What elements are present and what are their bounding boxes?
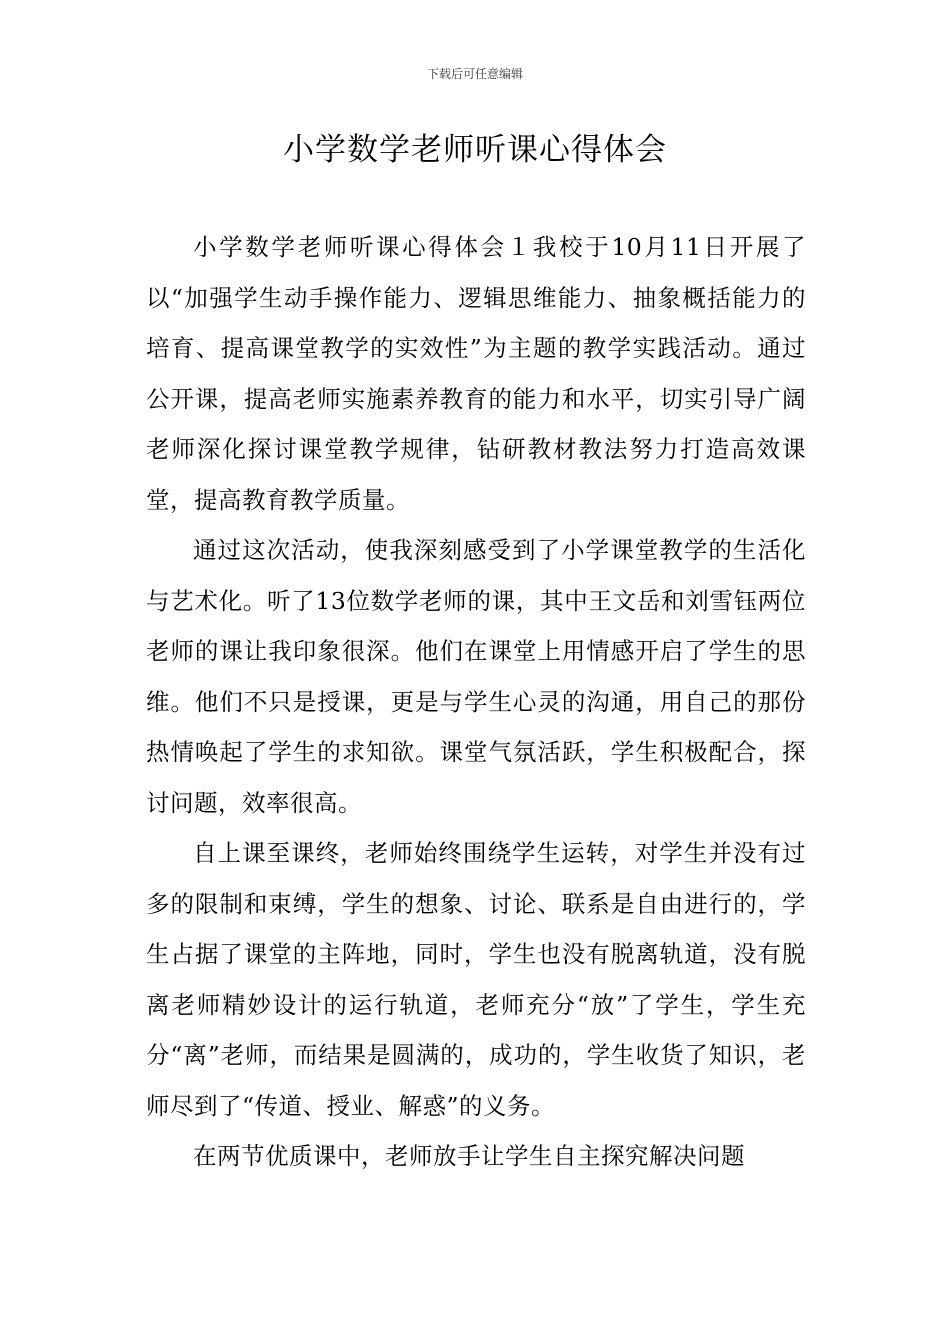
paragraph-2: 通过这次活动，使我深刻感受到了小学课堂教学的生活化与艺术化。听了13位数学老师的课，其中王文岳和刘雪钰两位老师的课让我印象很深。他们在课堂上用情感开启了学生的思维。他们不只是授课，更是与学生心灵的沟通，用自己的那份热情唤起了学生的求知欲。课堂气氛活跃，学生积极配合，探讨问题，效率很高。: [146, 536, 806, 817]
header-note: 下载后可任意编辑: [426, 67, 523, 81]
paragraph-1: 小学数学老师听课心得体会１我校于10月11日开展了以“加强学生动手操作能力、逻辑思维能力、抽象概括能力的培育、提高课堂教学的实效性”为主题的教学实践活动。通过公开课，提高老师实施素养教育的能力和水平，切实引导广阔老师深化探讨课堂教学规律，钻研教材教法努力打造高效课堂，提高教育教学质量。: [146, 233, 806, 514]
document-title: 小学数学老师听课心得体会: [283, 132, 667, 168]
paragraph-3: 自上课至课终，老师始终围绕学生运转，对学生并没有过多的限制和束缚，学生的想象、讨论、联系是自由进行的，学生占据了课堂的主阵地，同时，学生也没有脱离轨道，没有脱离老师精妙设计的运行轨道，老师充分“放”了学生，学生充分“离”老师，而结果是圆满的，成功的，学生收货了知识，老师尽到了“传道、授业、解惑”的义务。: [146, 839, 806, 1120]
paragraph-4: 在两节优质课中，老师放手让学生自主探究解决问题: [193, 1142, 745, 1170]
document-body: [146, 222, 806, 1182]
